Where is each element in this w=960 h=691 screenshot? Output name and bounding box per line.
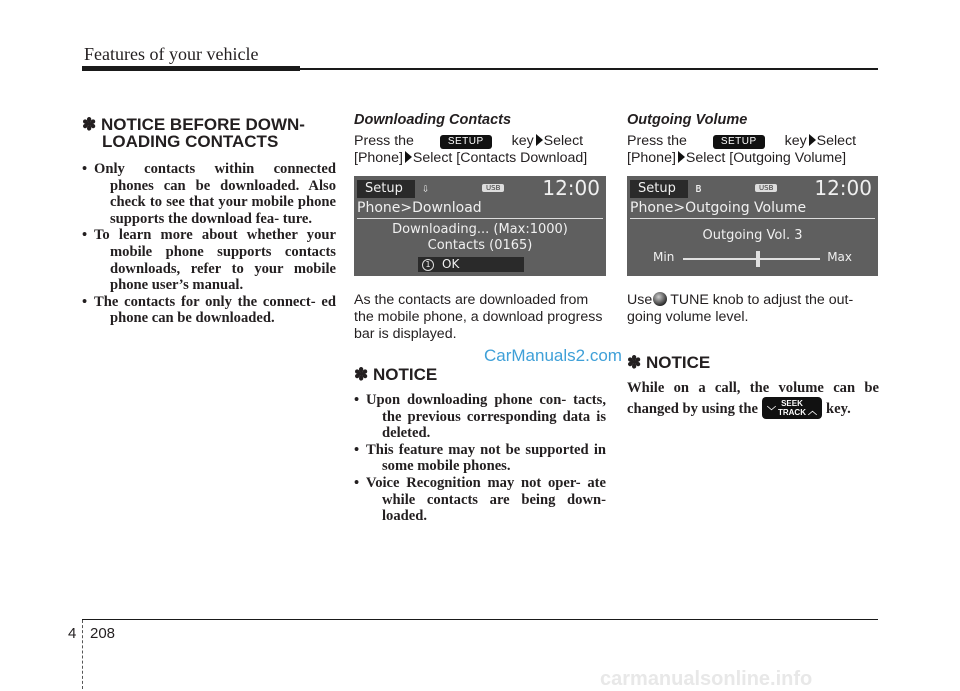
middle-column — [354, 112, 606, 167]
header-rule-thin — [300, 68, 878, 70]
notice-volume-text — [627, 380, 879, 419]
middle-notice-block — [354, 366, 606, 525]
volume-screen-display — [627, 176, 878, 276]
volume-slider-track — [683, 258, 820, 260]
volume-max-label: Max — [827, 250, 852, 264]
screen-clock: 12:00 — [814, 176, 872, 200]
setup-key-icon: SETUP — [440, 135, 492, 149]
notice-heading: ✽ NOTICE — [627, 353, 711, 372]
chevron-up-icon: ︿ — [807, 405, 817, 416]
instr-press: Press the — [627, 133, 687, 149]
notice-heading-download — [82, 116, 336, 150]
right-column — [627, 112, 879, 167]
notice-text-start: While on a call, the volume can be changed by using the — [627, 380, 879, 417]
arrow-right-icon — [809, 134, 816, 146]
list-item: • This feature may not be supported in some mobile phones. — [354, 442, 606, 475]
instr-key: key — [511, 133, 534, 149]
chapter-number: 4 — [68, 625, 77, 642]
ok-label: OK — [442, 257, 460, 271]
para-use: Use — [627, 292, 653, 308]
seek-track-key-icon — [762, 397, 822, 419]
list-item: • To learn more about whether your mobile phone supports contacts downloads, refer to your mobile phone user’s manual. — [82, 227, 336, 293]
volume-instructions — [627, 133, 879, 167]
tune-knob-paragraph — [627, 292, 879, 326]
number-one-icon: 1 — [422, 259, 434, 271]
track-label: TRACK — [777, 407, 806, 417]
usb-icon: USB — [755, 184, 777, 192]
screen-setup-tab: Setup — [630, 180, 688, 198]
right-notice-block — [627, 354, 879, 419]
chevron-down-icon: ﹀ — [766, 405, 776, 416]
screen-ok-button — [418, 257, 524, 272]
notice-heading-line1: ✽ NOTICE BEFORE DOWN- — [82, 115, 305, 134]
arrow-right-icon — [678, 151, 685, 163]
download-screen-display — [354, 176, 606, 276]
instr-key: key — [784, 133, 807, 149]
instr-select: Select — [816, 133, 857, 149]
screen-path: Phone>Download — [357, 200, 482, 216]
running-header: Features of your vehicle — [84, 44, 259, 64]
tune-knob-icon — [653, 292, 667, 306]
notice-heading-line2: LOADING CONTACTS — [102, 132, 279, 151]
instr-select-target: Select [Outgoing Volume] — [685, 149, 847, 166]
screen-divider — [630, 218, 875, 219]
screen-contacts-count: Contacts (0165) — [427, 238, 533, 253]
notice-text-end: key. — [825, 400, 851, 417]
page-number: 208 — [90, 625, 116, 642]
screen-setup-tab: Setup — [357, 180, 415, 198]
arrow-right-icon — [405, 151, 412, 163]
screen-downloading-text: Downloading... (Max:1000) — [392, 222, 568, 237]
volume-min-label: Min — [653, 250, 675, 264]
screen-volume-label: Outgoing Vol. 3 — [702, 228, 803, 243]
instr-select-target: Select [Contacts Download] — [412, 149, 588, 166]
header-rule-thick — [82, 66, 300, 71]
watermark-carmanuals2: CarManuals2.com — [484, 346, 622, 365]
list-item: • The contacts for only the connect- ed phone can be downloaded. — [82, 294, 336, 327]
usb-icon: USB — [482, 184, 504, 192]
download-progress-paragraph: As the contacts are downloaded from the mobile phone, a download progress bar is displayed. — [354, 292, 603, 342]
notice-bullet-list — [354, 392, 606, 525]
left-column — [82, 116, 336, 327]
download-icon: ⇩ — [422, 181, 430, 195]
list-item: • Only contacts within connected phones can be downloaded. Also check to see that your mobile phone supports the download fea- ture. — [82, 161, 336, 227]
arrow-right-icon — [536, 134, 543, 146]
list-item: • Voice Recognition may not oper- ate while contacts are being down- loaded. — [354, 475, 606, 525]
download-instructions — [354, 133, 606, 167]
para-rest: TUNE knob to adjust the out- going volume level. — [627, 292, 854, 325]
footer-divider — [82, 620, 84, 689]
volume-slider-thumb — [756, 251, 760, 267]
bluetooth-icon: ʙ — [695, 181, 703, 195]
downloading-contacts-heading: Downloading Contacts — [354, 112, 512, 128]
instr-press: Press the — [354, 133, 414, 149]
notice-heading: ✽ NOTICE — [354, 365, 438, 384]
screen-divider — [357, 218, 603, 219]
seek-label: SEEK — [781, 398, 803, 408]
setup-key-icon: SETUP — [713, 135, 765, 149]
instr-select: Select — [543, 133, 584, 149]
watermark-carmanualsonline: carmanualsonline.info — [600, 668, 813, 690]
screen-path: Phone>Outgoing Volume — [630, 200, 807, 216]
footer-rule — [82, 619, 878, 620]
list-item: • Upon downloading phone con- tacts, the previous corresponding data is deleted. — [354, 392, 606, 442]
instr-phone: [Phone] — [354, 149, 403, 166]
instr-phone: [Phone] — [627, 149, 676, 166]
outgoing-volume-heading: Outgoing Volume — [627, 112, 748, 128]
notice-bullet-list — [82, 161, 336, 327]
screen-clock: 12:00 — [542, 176, 600, 200]
